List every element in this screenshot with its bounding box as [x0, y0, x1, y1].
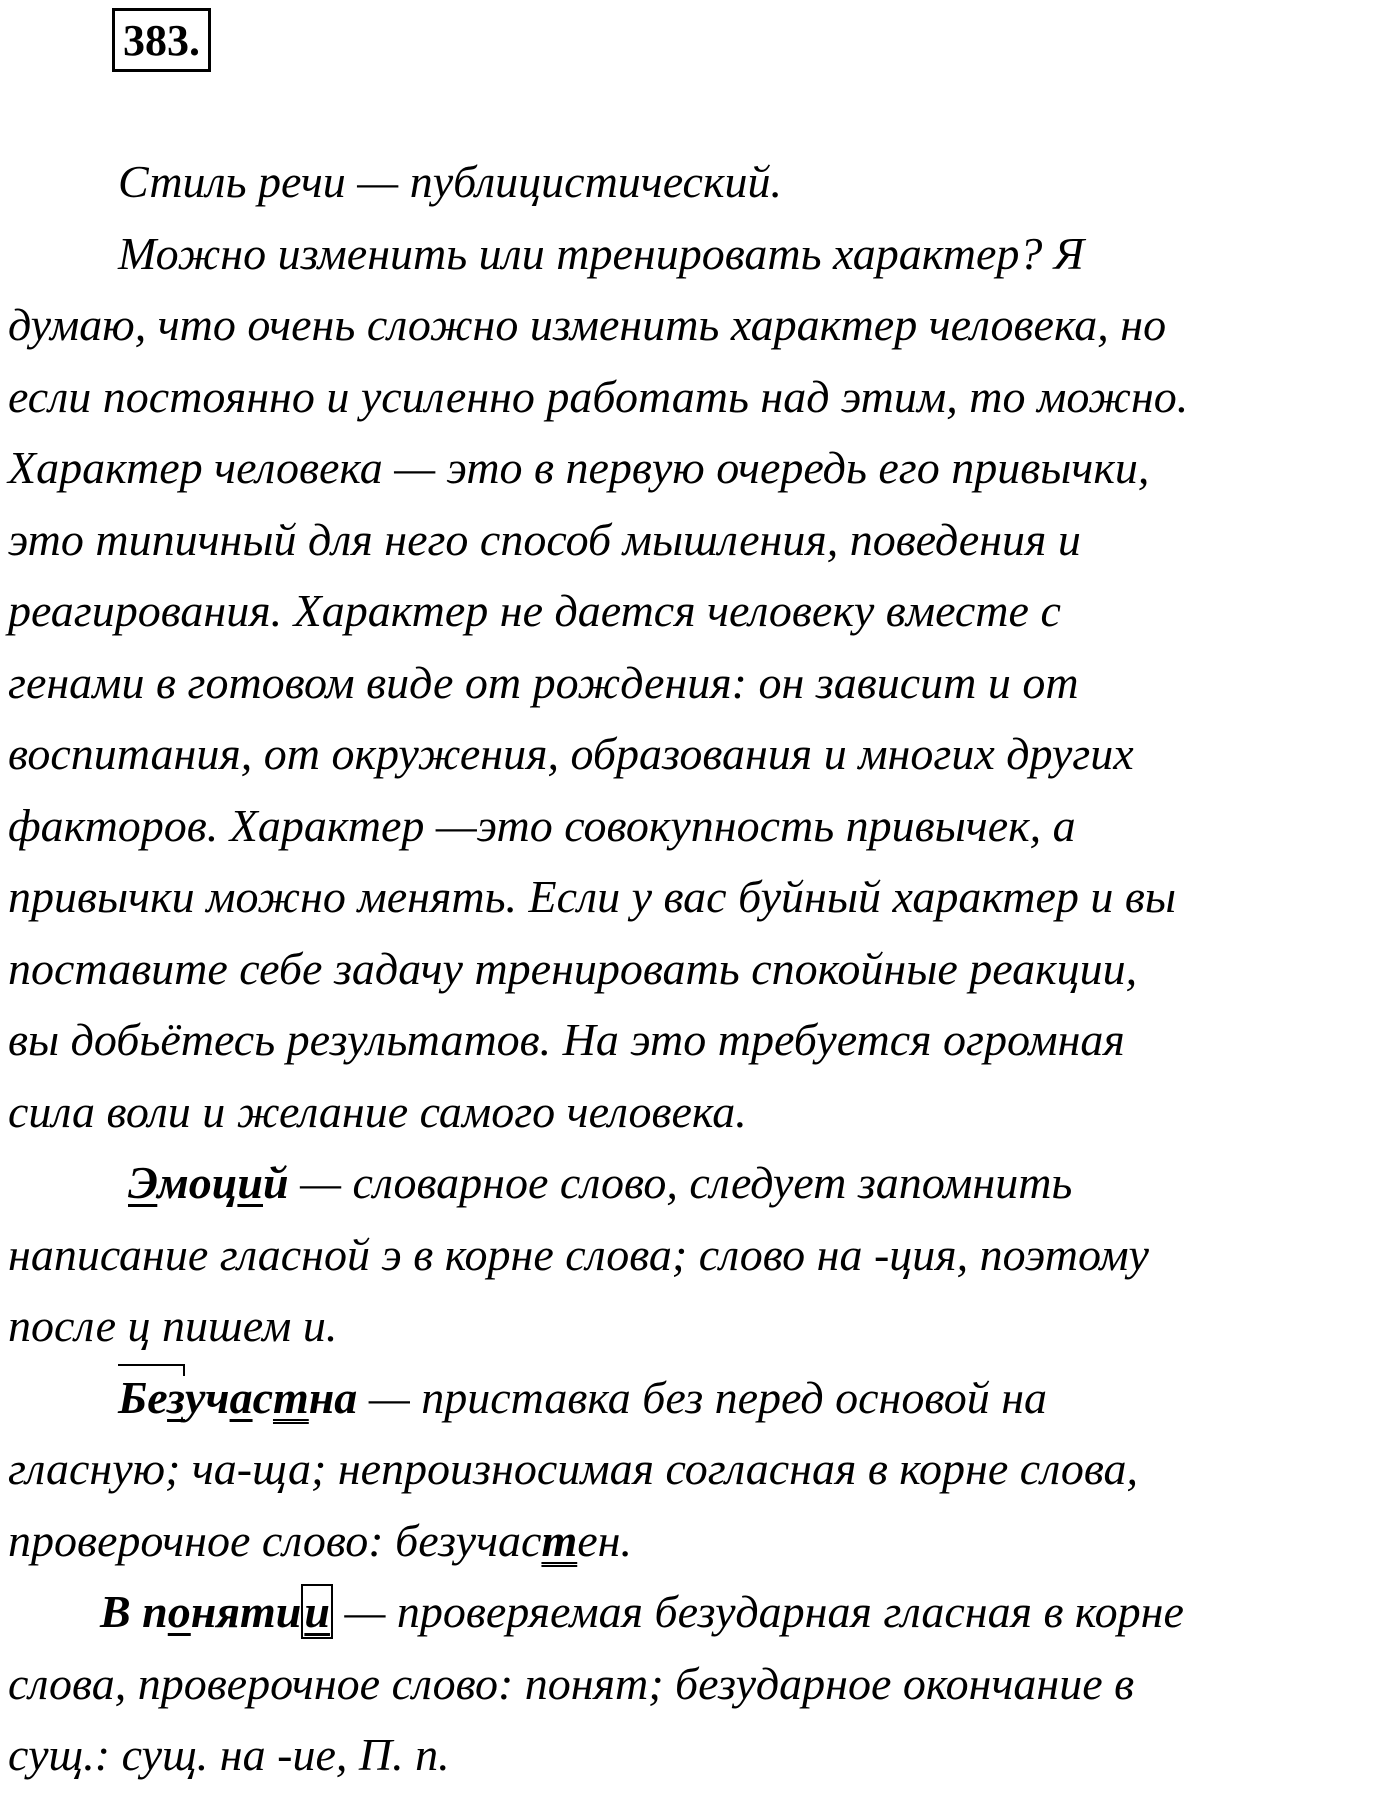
essay-line: поставите себе задачу тренировать спокойные реакции, [8, 942, 1138, 994]
word3-explanation-line: сущ.: сущ. на -ие, П. п. [8, 1729, 450, 1780]
word2-part: а [229, 1371, 253, 1423]
word1-part: й [263, 1157, 289, 1208]
essay-line: вы добьётесь результатов. На это требуется огромная [8, 1014, 1125, 1065]
essay-line: Можно изменить или тренировать характер? Я [118, 227, 1085, 279]
word3-part: няти [190, 1586, 302, 1637]
word3-analyzed [100, 1584, 333, 1639]
prefix-mark [118, 1362, 185, 1434]
essay-line: сила воли и желание самого человека. [8, 1085, 747, 1137]
word2-explanation-line: гласную; ча-ща; непроизносимая согласная в корне слова, [8, 1443, 1138, 1494]
task-number: 383. [123, 16, 200, 65]
word2-line [8, 1362, 1393, 1434]
essay-line: воспитания, от окружения, образования и многих других [8, 728, 1134, 779]
word1-part: Э [128, 1157, 158, 1208]
word3-part: о [167, 1586, 191, 1637]
essay-line: это типичный для него способ мышления, поведения и [8, 513, 1081, 565]
word1-analyzed [128, 1157, 289, 1208]
word3-explanation: — проверяемая безударная гласная в корне [332, 1586, 1184, 1637]
word1-explanation: — словарное слово, следует запомнить [288, 1157, 1073, 1208]
word2-part: Бе [118, 1371, 168, 1423]
word1-explanation-line: написание гласной э в корне слова; слово на -ция, поэтому [8, 1228, 1149, 1280]
style-line: Стиль речи — публицистический. [118, 156, 782, 207]
essay-line: генами в готовом виде от рождения: он зависит и от [8, 656, 1079, 708]
word2-check-mark: т [541, 1514, 578, 1566]
word2-part: уч [185, 1371, 230, 1423]
essay-line: Характер человека — это в первую очередь его привычки, [8, 442, 1150, 493]
word3-line [8, 1576, 1393, 1648]
word1-part: моц [157, 1157, 238, 1208]
word2-check-end: ен. [577, 1514, 632, 1566]
word2-check-line [8, 1505, 1393, 1577]
essay-line: думаю, что очень сложно изменить характер человека, но [8, 299, 1167, 350]
word2-analyzed [118, 1372, 357, 1423]
word3-explanation-line: слова, проверочное слово: понят; безударное окончание в [8, 1657, 1135, 1709]
answer-text [8, 146, 1393, 1791]
word2-part: т [272, 1371, 309, 1423]
word2-part: на [308, 1371, 358, 1423]
word2-explanation: — приставка без перед основой на [357, 1371, 1048, 1423]
task-number-box [112, 8, 211, 72]
essay-line: привычки можно менять. Если у вас буйный характер и вы [8, 871, 1176, 922]
word2-check-text: проверочное слово: безучас [8, 1514, 542, 1566]
word1-explanation-line: после ц пишем и. [8, 1300, 338, 1351]
essay-line: реагирования. Характер не дается человеку вместе с [8, 585, 1061, 636]
word3-part: В п [100, 1586, 168, 1637]
word1-part: и [237, 1157, 263, 1208]
word2-part: з [167, 1371, 185, 1423]
word3-ending-box: и [301, 1584, 333, 1639]
word2-part: с [252, 1371, 273, 1423]
word1-line [8, 1147, 1393, 1219]
essay-line: если постоянно и усиленно работать над этим, то можно. [8, 370, 1189, 422]
essay-line: факторов. Характер —это совокупность привычек, а [8, 799, 1076, 851]
